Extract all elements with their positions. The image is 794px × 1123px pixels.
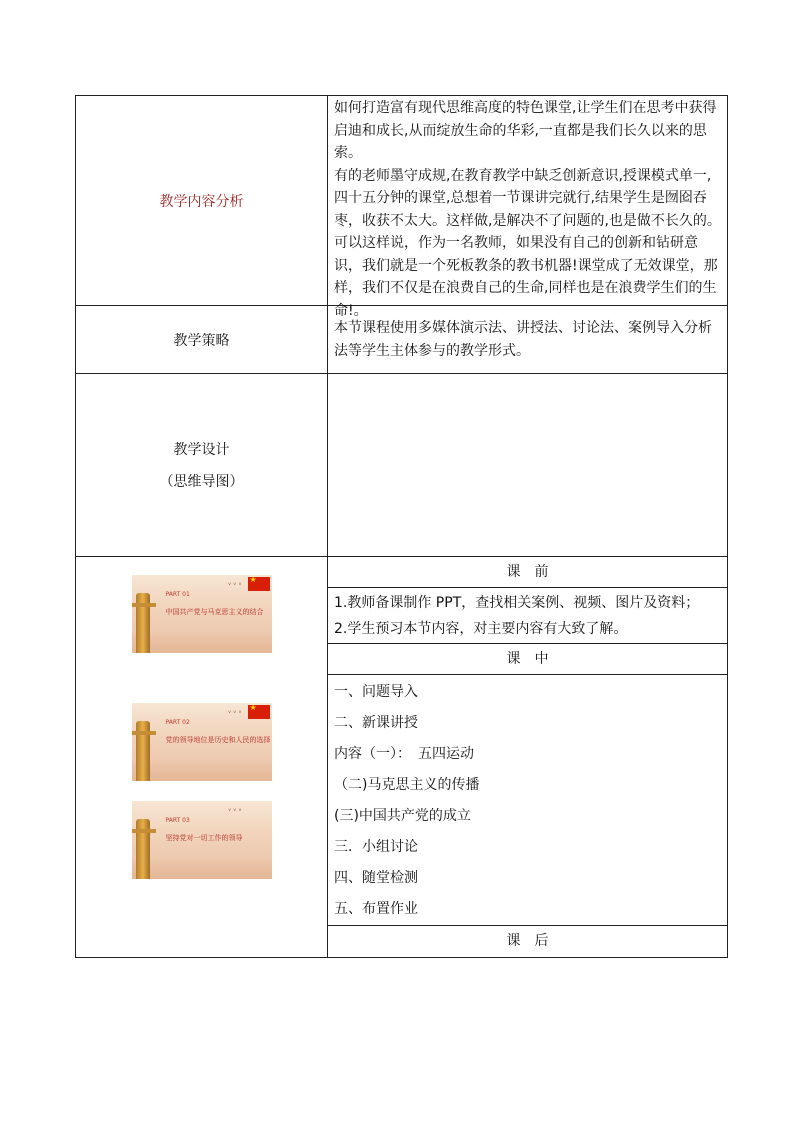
during-item-3: 内容（一）： 五四运动 [334, 746, 474, 762]
slide-title: 中国共产党与马克思主义的结合 [165, 608, 264, 616]
during-item-6: 三．小组讨论 [334, 839, 418, 855]
design-sublabel: （思维导图） [159, 474, 244, 490]
slide-thumbnail-3 [132, 801, 272, 879]
slide-part-label: PART 01 [165, 591, 190, 598]
huabiao-pillar-icon [136, 593, 150, 653]
during-item-5: (三)中国共产党的成立 [334, 808, 471, 824]
design-label-cell [76, 374, 328, 556]
during-item-1: 一、问题导入 [334, 684, 418, 700]
slide-thumbnail-1 [132, 575, 272, 653]
huabiao-pillar-icon [136, 721, 150, 781]
during-item-4: （二)马克思主义的传播 [334, 777, 480, 793]
design-label: 教学设计 [173, 442, 230, 458]
during-item-8: 五、布置作业 [334, 901, 418, 917]
flag-icon [248, 705, 270, 719]
slides-cell [76, 557, 328, 957]
flag-icon [248, 577, 270, 591]
strategy-text: 本节课程使用多媒体演示法、讲授法、讨论法、案例导入分析法等学生主体参与的教学形式。 [334, 320, 712, 359]
content-analysis-paragraph-2: 有的老师墨守成规,在教育教学中缺乏创新意识,授课模式单一,四十五分钟的课堂,总想着一节课讲完就行,结果学生是囫囵吞枣，收获不太大。这样做,是解决不了问题的,也是做不长久的。可以这样说，作为一名教师，如果没有自己的创新和钻研意识，我们就是一个死板教条的教书机器!课堂成了无效课堂，那样，我们不仅是在浪费自己的生命,同样也是在浪费学生们的生命!。 [334, 167, 721, 319]
before-class-items [328, 588, 727, 644]
process-steps [328, 557, 727, 957]
strategy-label: 教学策略 [76, 306, 328, 373]
during-class-header: 课 中 [328, 644, 727, 675]
slide-thumbnail-2 [132, 703, 272, 781]
slide-band [132, 631, 272, 653]
huabiao-pillar-icon [136, 819, 150, 879]
content-analysis-body [328, 96, 727, 319]
strategy-row [75, 306, 728, 374]
design-row [75, 374, 728, 557]
design-content [328, 374, 727, 556]
doves-icon: ᵥ ᵥ ᵥ [228, 805, 242, 813]
during-item-7: 四、随堂检测 [334, 870, 418, 886]
slide-part-label: PART 03 [165, 817, 190, 824]
during-item-2: 二、新课讲授 [334, 715, 418, 731]
slide-title: 坚持党对一切工作的领导 [165, 834, 243, 842]
during-class-items [328, 675, 727, 926]
before-item-2: 2.学生预习本节内容，对主要内容有大致了解。 [334, 621, 628, 637]
slide-part-label: PART 02 [165, 719, 190, 726]
doves-icon: ᵥ ᵥ ᵥ [228, 707, 242, 715]
lesson-plan-table [75, 95, 728, 958]
after-class-header: 课 后 [506, 933, 549, 949]
content-analysis-paragraph-1: 如何打造富有现代思维高度的特色课堂,让学生们在思考中获得启迪和成长,从而绽放生命的华彩,一直都是我们长久以来的思索。 [334, 100, 717, 161]
slide-title: 党的领导地位是历史和人民的选择 [165, 736, 271, 744]
slide-band [132, 759, 272, 781]
process-row [75, 557, 728, 958]
content-analysis-row [75, 95, 728, 319]
content-analysis-label: 教学内容分析 [76, 96, 328, 305]
slide-band [132, 857, 272, 879]
before-class-header: 课 前 [328, 557, 727, 588]
before-item-1: 1.教师备课制作 PPT，查找相关案例、视频、图片及资料； [334, 595, 700, 611]
doves-icon: ᵥ ᵥ ᵥ [228, 579, 242, 587]
